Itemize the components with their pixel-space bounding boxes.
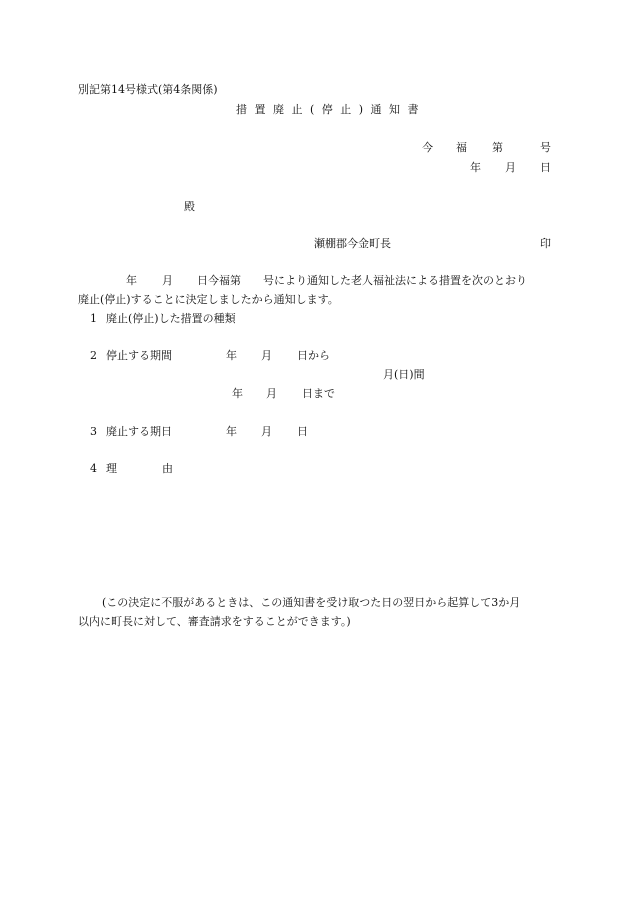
document-title: 措 置 廃 止 ( 停 止 ) 通 知 書 (236, 103, 421, 116)
body-line1-year: 年 (126, 274, 137, 287)
item2-label: 停止する期間 (106, 349, 172, 362)
item4-label-yu: 由 (162, 462, 173, 475)
body-line2: 廃止(停止)することに決定しましたから通知します。 (78, 293, 339, 306)
issuer-seal: 印 (540, 237, 551, 250)
doc-number-fuku: 福 (456, 141, 467, 154)
date-month: 月 (505, 161, 516, 174)
item3-number: 3 (90, 425, 97, 438)
item3-label: 廃止する期日 (106, 425, 172, 438)
body-line1-text: 日今福第 号により通知した老人福祉法による措置を次のとおり (197, 274, 527, 287)
item1-label: 廃止(停止)した措置の種類 (106, 312, 236, 325)
item3-month: 月 (261, 425, 272, 438)
doc-number-prefix: 今 (422, 141, 433, 154)
item4-number: 4 (90, 462, 97, 475)
item2-start-day: 日から (297, 349, 330, 362)
appeal-notice-line2: 以内に町長に対して、審査請求をすることができます。) (78, 615, 351, 628)
issuer-name: 瀬棚郡今金町長 (314, 237, 391, 250)
item1-number: 1 (90, 312, 97, 325)
item4-label-ri: 理 (106, 462, 117, 475)
item2-number: 2 (90, 349, 97, 362)
doc-number-go: 号 (540, 141, 551, 154)
form-number-header: 別記第14号様式(第4条関係) (78, 83, 218, 96)
item2-duration: 月(日)間 (383, 368, 425, 381)
item2-start-year: 年 (226, 349, 237, 362)
item2-start-month: 月 (261, 349, 272, 362)
addressee-honorific: 殿 (184, 200, 195, 213)
item3-day: 日 (297, 425, 308, 438)
body-line1-month: 月 (162, 274, 173, 287)
item2-end-year: 年 (232, 387, 243, 400)
date-year: 年 (470, 161, 481, 174)
item2-end-month: 月 (266, 387, 277, 400)
date-day: 日 (540, 161, 551, 174)
item2-end-day: 日まで (302, 387, 335, 400)
doc-number-dai: 第 (492, 141, 503, 154)
item3-year: 年 (226, 425, 237, 438)
appeal-notice-line1: (この決定に不服があるときは、この通知書を受け取つた日の翌日から起算して3か月 (102, 596, 521, 609)
